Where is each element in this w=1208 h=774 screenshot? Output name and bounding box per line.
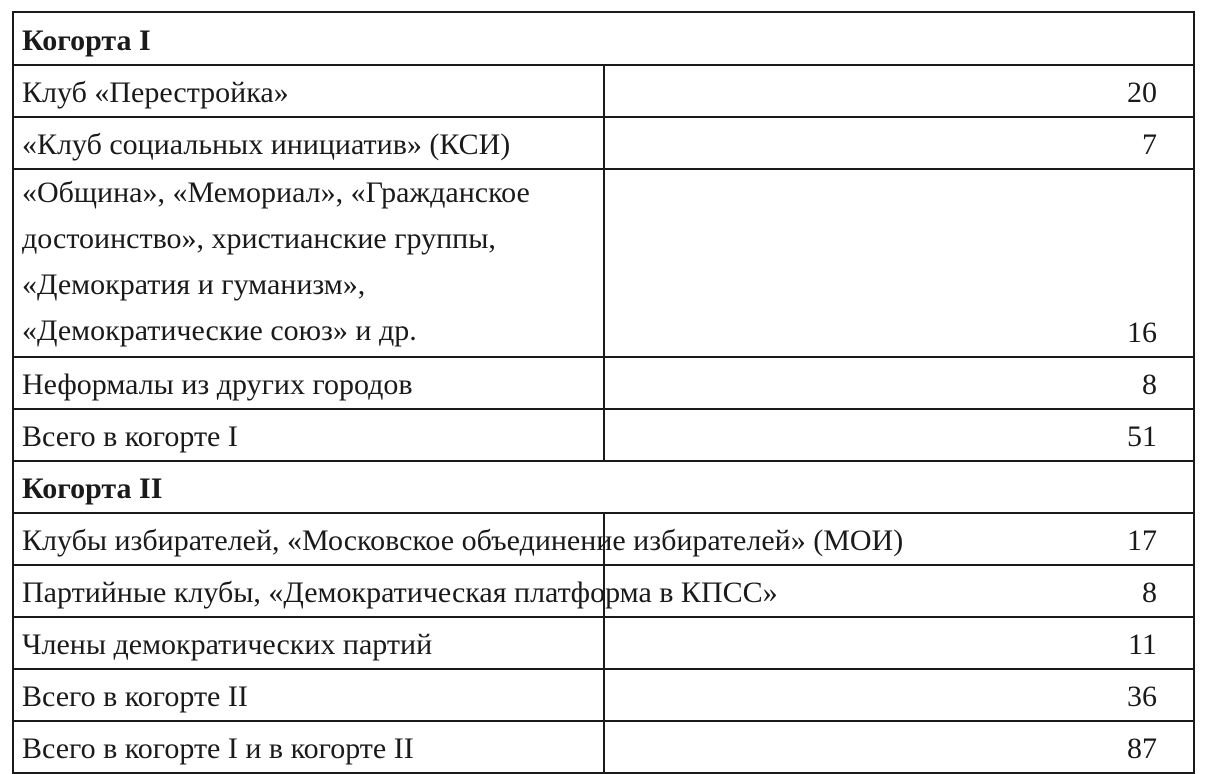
- grand-total-row: [13, 721, 1194, 773]
- cohort-membership-table: [12, 11, 1195, 774]
- grand-total-count: 87: [604, 721, 1195, 773]
- row-label: Партийные клубы, «Демократическая платформа в КПСС»: [13, 565, 604, 617]
- row-count: 11: [604, 617, 1195, 669]
- cohort-total-row: [13, 409, 1194, 461]
- total-label: Всего в когорте I: [13, 409, 604, 461]
- row-count: 8: [604, 565, 1195, 617]
- row-label: «Клуб социальных инициатив» (КСИ): [13, 117, 604, 169]
- row-label: Неформалы из других городов: [13, 357, 604, 409]
- row-count: 16: [604, 169, 1195, 357]
- table-row: [13, 65, 1194, 117]
- table-row: [13, 513, 1194, 565]
- row-label: Члены демократических партий: [13, 617, 604, 669]
- total-count: 51: [604, 409, 1195, 461]
- row-label: Клубы избирателей, «Московское объединение избирателей» (МОИ): [13, 513, 604, 565]
- row-label-line: «Демократия и гуманизм», «Демократические союз» и др.: [22, 268, 417, 347]
- cohort-title: Когорта II: [13, 461, 1194, 513]
- grand-total-label: Всего в когорте I и в когорте II: [13, 721, 604, 773]
- cohort-total-row: [13, 669, 1194, 721]
- row-label: [13, 169, 604, 357]
- cohort-header-row: [13, 461, 1194, 513]
- total-label: Всего в когорте II: [13, 669, 604, 721]
- table-row: [13, 117, 1194, 169]
- table-row: [13, 565, 1194, 617]
- row-count: 7: [604, 117, 1195, 169]
- row-label-line: «Община», «Мемориал», «Гражданское достоинство», христианские группы,: [22, 176, 530, 255]
- cohort-header-row: [13, 12, 1194, 65]
- total-count: 36: [604, 669, 1195, 721]
- table-row: [13, 357, 1194, 409]
- row-label: Клуб «Перестройка»: [13, 65, 604, 117]
- row-count: 8: [604, 357, 1195, 409]
- cohort-title: Когорта I: [13, 12, 1194, 65]
- table-row: [13, 617, 1194, 669]
- row-count: 17: [604, 513, 1195, 565]
- row-count: 20: [604, 65, 1195, 117]
- table-row: [13, 169, 1194, 357]
